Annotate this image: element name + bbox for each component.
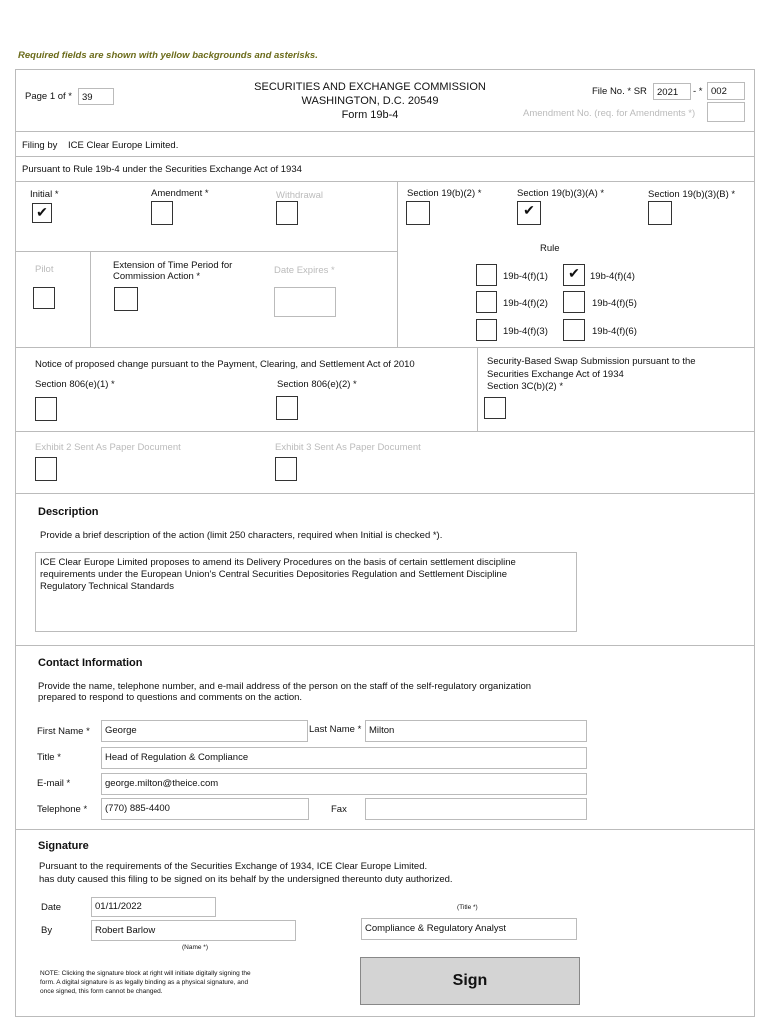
rule-19b4f6-checkbox[interactable] <box>563 319 585 341</box>
file-no-label: File No. * SR <box>592 86 647 97</box>
description-textarea[interactable] <box>35 552 577 632</box>
section-806e1-checkbox[interactable] <box>35 397 57 421</box>
section-19b3b-checkbox[interactable] <box>648 201 672 225</box>
description-instruction: Provide a brief description of the action (limit 250 characters, required when Initial is checked *). <box>40 530 443 541</box>
email-label: E-mail * <box>37 778 71 789</box>
email-field[interactable]: george.milton@theice.com <box>101 773 587 795</box>
rule-19b4f3-checkbox[interactable] <box>476 319 497 341</box>
divider <box>477 347 478 431</box>
exhibit2-label: Exhibit 2 Sent As Paper Document <box>35 442 181 453</box>
amendment-label: Amendment No. (req. for Amendments *) <box>523 108 696 119</box>
pilot-label: Pilot <box>35 264 54 275</box>
signature-note-1: NOTE: Clicking the signature block at right will initiate digitally signing the <box>40 970 251 977</box>
signature-note-3: once signed, this form cannot be changed. <box>40 988 163 995</box>
by-field[interactable]: Robert Barlow <box>91 920 296 941</box>
date-label: Date <box>41 902 62 913</box>
date-expires-field[interactable] <box>274 287 336 317</box>
signer-title-field[interactable]: Compliance & Regulatory Analyst <box>361 918 577 940</box>
agency-address: WASHINGTON, D.C. 20549 <box>301 95 439 107</box>
contact-instruction-2: prepared to respond to questions and comments on the action. <box>38 692 303 703</box>
divider <box>15 251 397 252</box>
exhibit3-label: Exhibit 3 Sent As Paper Document <box>275 442 421 453</box>
filing-by-label: Filing by <box>22 140 58 151</box>
divider <box>15 645 755 646</box>
rule-19b4f1-label: 19b-4(f)(1) <box>503 271 548 282</box>
name-caption: (Name *) <box>182 944 209 951</box>
sign-button[interactable]: Sign <box>360 957 580 1005</box>
extension-label: Extension of Time Period for Commission Action * <box>113 260 233 282</box>
checkmark-icon: ✔ <box>523 202 535 218</box>
initial-checkbox[interactable] <box>32 203 52 223</box>
signature-note-2: form. A digital signature is as legally binding as a physical signature, and <box>40 979 249 986</box>
pursuant-text: Pursuant to Rule 19b-4 under the Securities Exchange Act of 1934 <box>22 164 302 175</box>
exhibit2-checkbox[interactable] <box>35 457 57 481</box>
divider <box>15 156 755 157</box>
section-19b3b-label: Section 19(b)(3)(B) * <box>648 189 736 200</box>
section-19b3a-checkbox[interactable] <box>517 201 541 225</box>
notice-text: Notice of proposed change pursuant to the Payment, Clearing, and Settlement Act of 2010 <box>35 359 415 370</box>
divider <box>90 251 91 347</box>
divider <box>15 347 755 348</box>
rule-19b4f5-checkbox[interactable] <box>563 291 585 313</box>
contact-instruction-1: Provide the name, telephone number, and e-mail address of the person on the staff of the self-regulatory organization <box>38 681 532 692</box>
signature-title: Signature <box>38 840 89 852</box>
swap-line1: Security-Based Swap Submission pursuant to the <box>487 356 696 367</box>
description-title: Description <box>38 506 99 518</box>
required-fields-note: Required fields are shown with yellow backgrounds and asterisks. <box>18 50 318 61</box>
title-label: Title * <box>37 752 61 763</box>
signature-text-1: Pursuant to the requirements of the Securities Exchange of 1934, ICE Clear Europe Limited. <box>39 861 428 872</box>
checkmark-icon: ✔ <box>568 265 580 281</box>
section-3c-label: Section 3C(b)(2) * <box>487 381 564 392</box>
extension-checkbox[interactable] <box>114 287 138 311</box>
divider <box>15 131 755 132</box>
checkmark-icon: ✔ <box>36 204 48 220</box>
date-field[interactable]: 01/11/2022 <box>91 897 216 917</box>
section-806e2-label: Section 806(e)(2) * <box>277 379 357 390</box>
last-name-field[interactable]: Milton <box>365 720 587 742</box>
form-name: Form 19b-4 <box>341 109 399 121</box>
file-separator: - * <box>693 86 703 97</box>
amendment-checkbox[interactable] <box>151 201 173 225</box>
rule-19b4f5-label: 19b-4(f)(5) <box>592 298 637 309</box>
divider <box>397 181 398 347</box>
section-19b3a-label: Section 19(b)(3)(A) * <box>517 188 605 199</box>
rule-19b4f3-label: 19b-4(f)(3) <box>503 326 548 337</box>
pilot-checkbox[interactable] <box>33 287 55 309</box>
divider <box>15 431 755 432</box>
rule-19b4f2-label: 19b-4(f)(2) <box>503 298 548 309</box>
telephone-label: Telephone * <box>37 804 88 815</box>
first-name-field[interactable]: George <box>101 720 308 742</box>
rule-19b4f1-checkbox[interactable] <box>476 264 497 286</box>
amendment-checkbox-label: Amendment * <box>151 188 209 199</box>
filing-by-value: ICE Clear Europe Limited. <box>68 140 179 151</box>
section-3c-checkbox[interactable] <box>484 397 506 419</box>
by-label: By <box>41 925 53 936</box>
divider <box>15 829 755 830</box>
divider <box>15 493 755 494</box>
date-expires-label: Date Expires * <box>274 265 335 276</box>
description-line: Regulatory Technical Standards <box>40 581 174 592</box>
contact-title: Contact Information <box>38 657 143 669</box>
title-field[interactable]: Head of Regulation & Compliance <box>101 747 587 769</box>
agency-name: SECURITIES AND EXCHANGE COMMISSION <box>254 81 486 93</box>
first-name-label: First Name * <box>37 726 90 737</box>
signature-text-2: has duty caused this filing to be signed on its behalf by the undersigned thereunto duty authorized. <box>39 874 453 885</box>
file-number-field[interactable]: 002 <box>707 82 745 100</box>
description-line: requirements under the European Union's Central Securities Depositories Regulation and Settlement Discipline <box>40 569 508 580</box>
section-19b2-label: Section 19(b)(2) * <box>407 188 482 199</box>
page-label: Page 1 of * <box>25 91 73 102</box>
rule-title: Rule <box>540 243 560 254</box>
section-19b2-checkbox[interactable] <box>406 201 430 225</box>
exhibit3-checkbox[interactable] <box>275 457 297 481</box>
withdrawal-checkbox[interactable] <box>276 201 298 225</box>
withdrawal-label: Withdrawal <box>276 190 323 201</box>
initial-label: Initial * <box>30 189 59 200</box>
divider <box>15 181 755 182</box>
amendment-field[interactable] <box>707 102 745 122</box>
fax-label: Fax <box>331 804 347 815</box>
title-caption: (Title *) <box>457 904 478 911</box>
page-total-field[interactable]: 39 <box>78 88 114 105</box>
rule-19b4f4-checkbox[interactable] <box>563 264 585 286</box>
rule-19b4f4-label: 19b-4(f)(4) <box>590 271 635 282</box>
description-line: ICE Clear Europe Limited proposes to amend its Delivery Procedures on the basis of certain settlement discipline <box>40 557 516 568</box>
section-806e2-checkbox[interactable] <box>276 396 298 420</box>
fax-field[interactable] <box>365 798 587 820</box>
swap-line2: Securities Exchange Act of 1934 <box>487 369 624 380</box>
telephone-field[interactable]: (770) 885-4400 <box>101 798 309 820</box>
file-year-field[interactable]: 2021 <box>653 83 691 100</box>
rule-19b4f2-checkbox[interactable] <box>476 291 497 313</box>
rule-19b4f6-label: 19b-4(f)(6) <box>592 326 637 337</box>
section-806e1-label: Section 806(e)(1) * <box>35 379 115 390</box>
last-name-label: Last Name * <box>309 724 362 735</box>
